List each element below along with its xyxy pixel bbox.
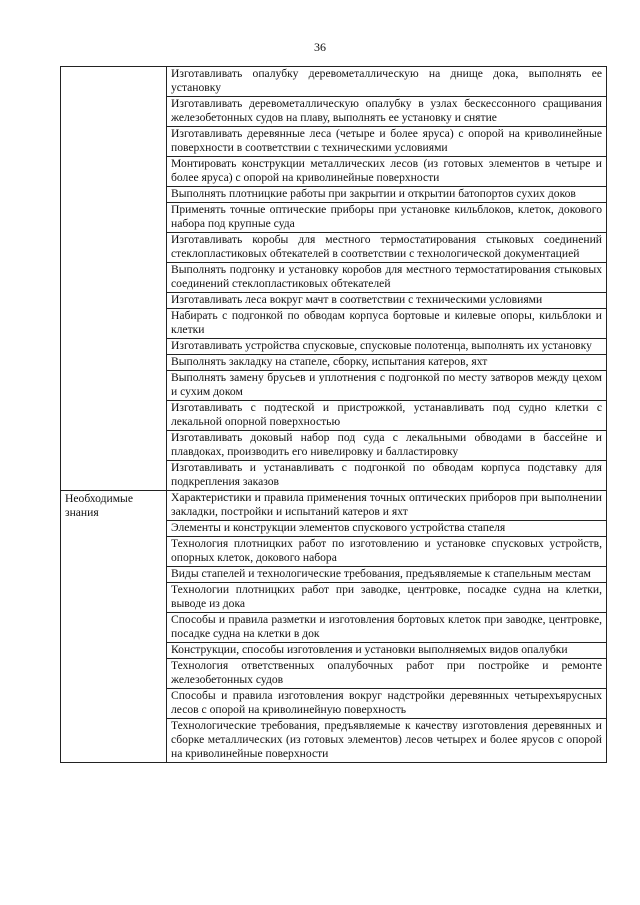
skill-item: Набирать с подгонкой по обводам корпуса бортовые и килевые опоры, кильблоки и клетки <box>167 309 607 339</box>
page-number: 36 <box>314 40 326 54</box>
competency-table <box>60 66 607 763</box>
skill-item: Изготавливать и устанавливать с подгонкой по обводам корпуса подставку для подкрепления заказов <box>167 461 607 491</box>
skill-item: Изготавливать леса вокруг мачт в соответствии с техническими условиями <box>167 293 607 309</box>
skill-item: Изготавливать доковый набор под суда с лекальными обводами в бассейне и плавдоках, производить его нивелировку и балластировку <box>167 431 607 461</box>
skill-label-cell <box>61 67 167 491</box>
knowledge-item: Способы и правила изготовления вокруг надстройки деревянных четырехъярусных лесов с опорой на криволинейную поверхность <box>167 689 607 719</box>
knowledge-item: Технология ответственных опалубочных работ при постройке и ремонте железобетонных судов <box>167 659 607 689</box>
knowledge-row <box>61 491 607 521</box>
knowledge-item: Способы и правила разметки и изготовления бортовых клеток при заводке, центровке, посадке судна на клетки в док <box>167 613 607 643</box>
table-body <box>61 67 607 763</box>
skill-item: Монтировать конструкции металлических лесов (из готовых элементов в четыре и более яруса) с опорой на криволинейные поверхности <box>167 157 607 187</box>
skill-row <box>61 67 607 97</box>
knowledge-item: Технологии плотницких работ при заводке, центровке, посадке судна на клетки, выводе из дока <box>167 583 607 613</box>
knowledge-item: Виды стапелей и технологические требования, предъявляемые к стапельным местам <box>167 567 607 583</box>
knowledge-item: Конструкции, способы изготовления и установки выполняемых видов опалубки <box>167 643 607 659</box>
skill-item: Выполнять плотницкие работы при закрытии и открытии батопортов сухих доков <box>167 187 607 203</box>
skill-label <box>65 67 162 68</box>
skill-item: Изготавливать коробы для местного термостатирования стыковых соединений стеклопластиковых обтекателей в соответствии с технологической документацией <box>167 233 607 263</box>
skill-item: Изготавливать деревометаллическую опалубку в узлах бескессонного сращивания железобетонных судов на плаву, выполнять ее установку и снятие <box>167 97 607 127</box>
knowledge-item: Характеристики и правила применения точных оптических приборов при выполнении закладки, постройки и испытаний катеров и яхт <box>167 491 607 521</box>
skill-item: Выполнять замену брусьев и уплотнения с подгонкой по месту затворов между цехом и сухим доком <box>167 371 607 401</box>
knowledge-item: Технологические требования, предъявляемые к качеству изготовления деревянных и сборке металлических (из готовых элементов) лесов четырех и более ярусов с опорой на криволинейные поверхности <box>167 719 607 763</box>
knowledge-label-cell <box>61 491 167 763</box>
skill-item: Выполнять подгонку и установку коробов для местного термостатирования стыковых соединений стеклопластиковых обтекателей <box>167 263 607 293</box>
skill-item: Изготавливать с подтеской и пристрожкой, устанавливать под судно клетки с лекальной опорной поверхностью <box>167 401 607 431</box>
skill-item: Изготавливать опалубку деревометаллическую на днище дока, выполнять ее установку <box>167 67 607 97</box>
knowledge-item: Технология плотницких работ по изготовлению и установке спусковых устройств, опорных клеток, докового набора <box>167 537 607 567</box>
skill-item: Изготавливать устройства спусковые, спусковые полотенца, выполнять их установку <box>167 339 607 355</box>
skill-item: Применять точные оптические приборы при установке кильблоков, клеток, докового набора под крупные суда <box>167 203 607 233</box>
knowledge-label: Необходимые знания <box>65 492 133 519</box>
skill-item: Изготавливать деревянные леса (четыре и более яруса) с опорой на криволинейные поверхности в соответствии с техническими условиями <box>167 127 607 157</box>
knowledge-item: Элементы и конструкции элементов спускового устройства стапеля <box>167 521 607 537</box>
skill-item: Выполнять закладку на стапеле, сборку, испытания катеров, яхт <box>167 355 607 371</box>
